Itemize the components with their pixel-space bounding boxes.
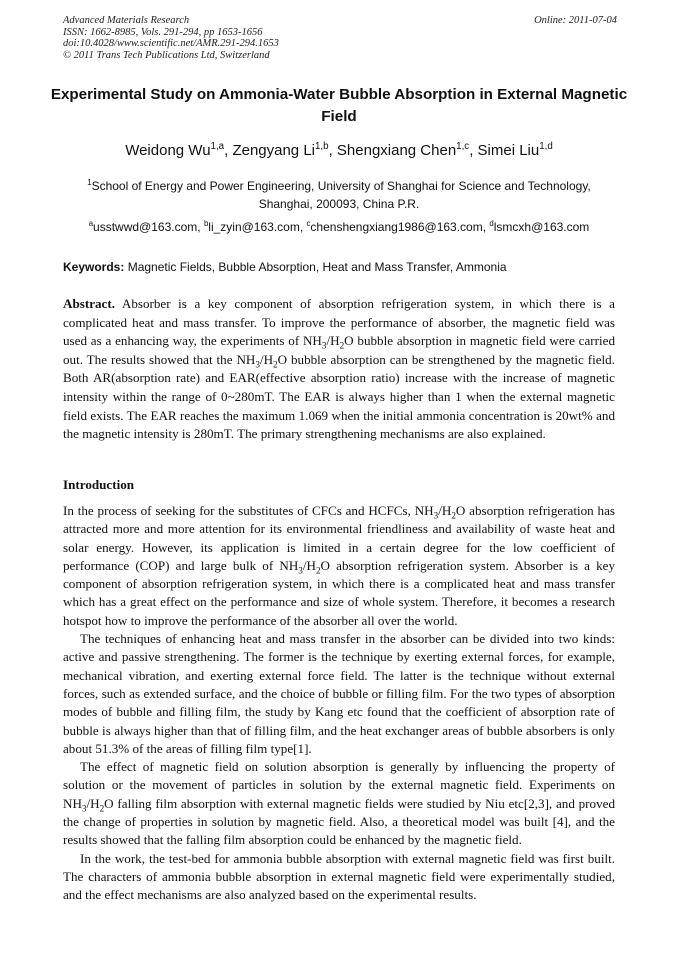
abstract-text: O bubble absorption can be strengthened by the magnetic field. Both AR(absorption rate) and EAR(effective absorption ratio) increase with the increase of magnetic intensity within the range of 0~280mT. The EAR is always higher than 1 when the external magnetic field exists. The EAR reaches the maximum 1.069 when the initial ammonia concentration is 20wt% and the magnetic intensity is 280mT. The primary strengthening mechanisms are also explained. — [63, 351, 616, 442]
paragraph-text: In the process of seeking for the substitutes of CFCs and HCFCs, NH — [63, 503, 434, 518]
subscript: 2 — [315, 565, 321, 576]
affiliation — [60, 177, 618, 213]
copyright-line: © 2011 Trans Tech Publications Ltd, Switzerland — [63, 49, 270, 61]
abstract — [63, 295, 615, 444]
subscript: 2 — [339, 340, 345, 351]
affiliation-superscript: 1 — [87, 178, 92, 187]
author-name: Weidong Wu — [125, 142, 211, 159]
online-date: Online: 2011-07-04 — [534, 15, 617, 26]
intro-paragraph-2: The techniques of enhancing heat and mass transfer in the absorber can be divided into two kinds: active and passive strengthening. The former is the technique by exerting external forces, for example, mechanical vibration, and exerting external force field. The latter is the technique without external forces, such as extended surface, and the choice of bubble or filling film. For the two types of absorption modes of bubble and filling film, the study by Kang etc found that the coefficient of absorption rate of bubble is always higher than that of filling film, and the heat exchanger areas of bubble absorbers is only about 51.3% of the areas of filling film type[1]. — [63, 631, 615, 756]
subscript: 2 — [99, 803, 105, 814]
email-list: $^a$usstwwd@163.com, $^b$li_zyin@163.com, $^c$chenshengxiang1986@163.com, $^d$lsmcxh@163.com — [88, 219, 590, 234]
intro-paragraph-3 — [63, 758, 615, 849]
introduction-heading: Introduction — [63, 477, 135, 492]
keywords-label: Keywords: — [63, 260, 125, 274]
subscript: 3 — [433, 510, 439, 521]
keywords — [63, 258, 619, 276]
journal-name: Advanced Materials Research — [63, 15, 190, 26]
keywords-text: Magnetic Fields, Bubble Absorption, Heat and Mass Transfer, Ammonia — [127, 260, 507, 274]
author-name: Shengxiang Chen — [336, 142, 457, 159]
author-name: Simei Liu — [477, 142, 540, 159]
paragraph-text: O absorption refrigeration system. Absorber is a key component of absorption refrigeration system, in which there is a complicated heat and mass transfer which has a great effect on the performance and size of whole system. Therefore, it becomes a research hotspot how to improve the performance of the absorber all over the world. — [63, 557, 615, 628]
email-address: li_zyin@163.com — [208, 220, 300, 234]
abstract-label: Abstract. — [63, 296, 115, 311]
intro-paragraph-4: In the work, the test-bed for ammonia bubble absorption with external magnetic field was first built. The characters of ammonia bubble absorption in external magnetic field were experimentally studied, and the effect mechanisms are also analyzed based on the experimental results. — [63, 850, 615, 903]
email-superscript: d — [489, 219, 494, 228]
abstract-text: Absorber is a key component of absorption refrigeration system, in which there is a complicated heat and mass transfer. To improve the performance of absorber, the magnetic field was used as a enhancing way, the experiments of NH — [63, 296, 615, 349]
paper-title: Experimental Study on Ammonia-Water Bubble Absorption in External Magnetic Field — [50, 86, 628, 125]
email-superscript: b — [203, 219, 209, 228]
abstract-text: O bubble absorption in magnetic field were carried out. The results showed that the NH — [63, 333, 616, 367]
author-list: Weidong Wu$^{1,a}$, Zengyang Li$^{1,b}$, Shengxiang Chen$^{1,c}$, Simei Liu$^{1,d}$ — [125, 141, 553, 159]
affiliation-text: School of Energy and Power Engineering, University of Shanghai for Science and Technology, Shanghai, 200093, China P.R. — [91, 179, 591, 211]
journal-header — [63, 15, 617, 61]
subscript: 3 — [298, 565, 303, 576]
paragraph-text: /H — [438, 503, 452, 518]
paragraph-text: /H — [86, 795, 100, 811]
subscript: 2 — [451, 510, 456, 521]
email-address: chenshengxiang1986@163.com — [310, 220, 483, 234]
abstract-text: /H — [326, 333, 340, 349]
paragraph-text: The effect of magnetic field on solution absorption is generally by influencing the property of solution or the movement of particles in solution by the external magnetic field. Experiments on NH — [63, 759, 615, 811]
doi-line: doi:10.4028/www.scientific.net/AMR.291-294.1653 — [63, 38, 279, 49]
issn-line: ISSN: 1662-8985, Vols. 291-294, pp 1653-1656 — [63, 26, 263, 38]
author-superscript: 1,d — [539, 141, 553, 152]
email-address: usstwwd@163.com — [93, 220, 198, 234]
subscript: 3 — [255, 359, 260, 370]
subscript: 3 — [321, 340, 327, 351]
paragraph-text: O falling film absorption with external magnetic fields were studied by Niu etc[2,3], and proved the change of properties in solution by magnetic field. Also, a theoretical model was built [4], and the results showed that the falling film absorption could be enhanced by the magnetic field. — [63, 795, 615, 848]
author-superscript: 1,c — [456, 141, 470, 152]
author-superscript: 1,a — [210, 141, 225, 152]
paragraph-text: /H — [302, 557, 316, 573]
subscript: 2 — [273, 359, 278, 370]
intro-paragraph-1 — [63, 502, 615, 630]
abstract-text: /H — [259, 351, 274, 367]
email-address: lsmcxh@163.com — [493, 220, 590, 234]
email-superscript: c — [306, 219, 311, 228]
subscript: 3 — [81, 803, 87, 814]
author-superscript: 1,b — [315, 141, 329, 152]
paragraph-text: O absorption refrigeration has attracted more and more attention for its environmental friendliness and availability of waste heat and solar energy. However, its application is limited in a certain degree for the low coefficient of performance (COP) and large bulk of NH — [63, 503, 615, 573]
email-superscript: a — [88, 219, 94, 228]
author-name: Zengyang Li — [232, 142, 315, 159]
introduction-body — [63, 502, 615, 905]
